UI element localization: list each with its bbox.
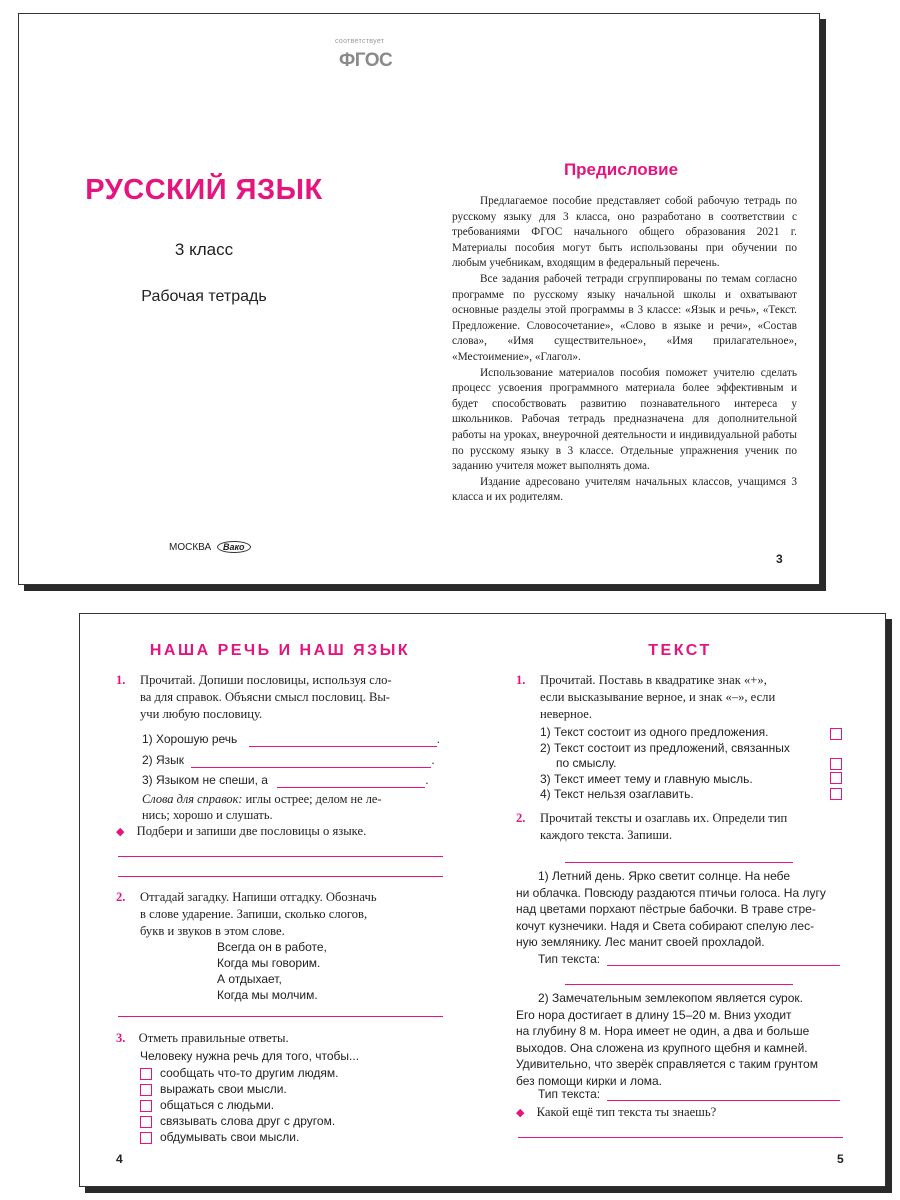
text-line: кочут кузнечики. Надя и Света собирают спелую лес- <box>516 918 815 933</box>
checkbox[interactable] <box>140 1132 152 1144</box>
type-label: Тип текста: <box>538 1087 601 1101</box>
checkbox[interactable] <box>140 1100 152 1112</box>
answer-line[interactable] <box>607 1088 840 1101</box>
proverb-start: 2) Язык <box>142 753 185 767</box>
answer-line[interactable] <box>118 1016 443 1017</box>
instruction-line: каждого текста. Запиши. <box>540 828 673 842</box>
poem-line: Когда мы молчим. <box>217 988 318 1002</box>
proverb-1: 1) Хорошую речь . <box>142 732 440 746</box>
book-grade: 3 класс <box>174 240 234 259</box>
answer-line[interactable] <box>191 755 431 768</box>
instruction-line: неверное. <box>540 707 593 721</box>
option-row <box>140 1114 335 1128</box>
task-number: 1. <box>116 673 126 687</box>
task-number: 1. <box>516 673 526 687</box>
publisher <box>169 541 251 553</box>
extra-task-left <box>116 824 456 839</box>
checkbox[interactable] <box>830 728 842 740</box>
extra-task-text: Подбери и запиши две пословицы о языке. <box>136 824 367 838</box>
text-line: 1) Летний день. Ярко светит солнце. На небе <box>538 869 791 883</box>
page-number: 4 <box>116 1152 123 1166</box>
option-row <box>140 1130 299 1144</box>
instruction-line: Прочитай тексты и озаглавь их. Определи тип <box>540 811 788 825</box>
task-number: 3. <box>116 1031 126 1045</box>
statement: 4) Текст нельзя озаглавить. <box>540 787 694 801</box>
hint-text: нись; хорошо и слушать. <box>142 808 273 822</box>
statements-list <box>540 725 820 803</box>
text-line: Его нора достигает в длину 15–20 м. Вниз уходит <box>516 1007 792 1022</box>
task-2-left <box>116 889 456 945</box>
option-label: обдумывать свои мысли. <box>160 1130 300 1144</box>
book-title: РУССКИЙ ЯЗЫК <box>85 174 323 206</box>
statement: 3) Текст имеет тему и главную мысль. <box>540 771 753 786</box>
checkbox[interactable] <box>140 1068 152 1080</box>
title-line[interactable] <box>565 984 793 985</box>
hint-text: иглы острее; делом не ле- <box>242 792 382 806</box>
checkbox[interactable] <box>830 788 842 800</box>
preface-body <box>452 194 797 506</box>
answer-line[interactable] <box>277 775 425 788</box>
task-instruction <box>540 810 787 844</box>
instruction-line: учи любую пословицу. <box>140 707 263 721</box>
checkbox[interactable] <box>830 758 842 770</box>
extra-task-right <box>516 1105 856 1120</box>
answer-line[interactable] <box>118 856 443 857</box>
statement: по смыслу. <box>556 756 617 770</box>
task-instruction <box>140 889 377 940</box>
option-row <box>140 1066 338 1080</box>
instruction-line: букв и звуков в этом слове. <box>140 924 285 938</box>
text-line: на глубину 8 м. Нора имеет не один, а два и больше <box>516 1024 810 1038</box>
text-2 <box>516 990 846 1089</box>
checkbox[interactable] <box>140 1116 152 1128</box>
task-1-left <box>116 672 456 732</box>
text-type-row <box>538 952 848 966</box>
instruction-line: Отгадай загадку. Напиши отгадку. Обозначь <box>140 890 377 904</box>
preface-title: Предисловие <box>563 160 679 179</box>
instruction-line: ва для справок. Объясни смысл пословиц. Вы- <box>140 690 390 704</box>
proverb-2: 2) Язык . <box>142 753 435 767</box>
preface-paragraph: Предлагаемое пособие представляет собой рабочую тетрадь по русскому языку для 3 класса, оно разработано в соответствии с требованиями ФГОС начального общего образования 2021 г. Материалы пособия могут быть использованы при обучении по любым учебникам, входящим в федеральный перечень. <box>452 195 797 270</box>
task-instruction <box>140 672 392 723</box>
diamond-icon: ◆ <box>516 1107 525 1119</box>
publisher-city: МОСКВА <box>169 542 212 553</box>
checkbox[interactable] <box>830 772 842 784</box>
text-line: выходов. Она сложена из крупного щебня и камней. <box>516 1040 808 1055</box>
section-title-right: ТЕКСТ <box>648 642 712 659</box>
option-label: связывать слова друг с другом. <box>160 1114 336 1128</box>
title-line[interactable] <box>565 862 793 863</box>
section-title-left: НАША РЕЧЬ И НАШ ЯЗЫК <box>149 642 411 659</box>
top-spread <box>18 13 820 585</box>
page-number: 5 <box>837 1152 844 1166</box>
answer-line[interactable] <box>518 1137 843 1138</box>
task-instruction: Отметь правильные ответы. <box>138 1031 289 1045</box>
preface-paragraph: Издание адресовано учителям начальных классов, учащимся 3 класса и их родителям. <box>452 475 797 504</box>
task-number: 2. <box>516 811 526 825</box>
text-line: Удивительно, что зверёк справляется с таким грунтом <box>516 1057 818 1071</box>
type-label: Тип текста: <box>538 952 601 966</box>
text-line: ни облачка. Повсюду раздаются птичьи голоса. На лугу <box>516 885 826 900</box>
preface-paragraph: Использование материалов пособия поможет учителю сделать процесс усвоения программного материала более эффективным и будет способствовать развитию познавательного интереса у школьников. Рабочая тетрадь предназначена для дополнительной работы на уроках, внеурочной деятельности и индивидуальной работы по русскому языку в 3 классе. Отдельные упражнения ученик по заданию учителя может выполнять дома. <box>452 366 797 473</box>
extra-task-text: Какой ещё тип текста ты знаешь? <box>536 1105 717 1119</box>
statement: 1) Текст состоит из одного предложения. <box>540 725 769 739</box>
text-line: 2) Замечательным землекопом является сурок. <box>538 991 803 1005</box>
fgos-logo <box>335 36 395 82</box>
statement: 2) Текст состоит из предложений, связанных <box>540 740 790 755</box>
task-3-left <box>116 1030 456 1047</box>
checkbox[interactable] <box>140 1084 152 1096</box>
task-2-right <box>516 810 856 846</box>
option-row <box>140 1098 274 1112</box>
preface-paragraph: Все задания рабочей тетради сгруппированы по темам согласно программе по русскому языку начальной школы и охватывают основные разделы этой программы в 3 классе: «Язык и речь», «Текст. Предложение. Словосочетание», «Слово в языке и речи», «Состав слова», «Имя существительное», «Имя прилагательное», «Местоимение», «Глагол». <box>452 272 797 363</box>
text-type-row <box>538 1087 848 1101</box>
instruction-line: Прочитай. Поставь в квадратике знак «+», <box>540 673 767 687</box>
answer-line[interactable] <box>249 734 437 747</box>
poem-line: Всегда он в работе, <box>217 940 327 954</box>
publisher-logo: Вако <box>217 541 251 553</box>
proverb-3: 3) Языком не спеши, а . <box>142 773 429 787</box>
option-label: сообщать что-то другим людям. <box>160 1066 339 1080</box>
text-line: ную землянику. Лес манит своей прохладой. <box>516 935 765 949</box>
page-number: 3 <box>776 552 783 566</box>
fgos-word: ФГОС <box>339 50 393 71</box>
task-instruction <box>540 672 775 723</box>
fgos-arc-text: соответствует <box>335 38 385 45</box>
task-number: 2. <box>116 890 126 904</box>
task-1-right <box>516 672 856 728</box>
answer-line[interactable] <box>607 953 840 966</box>
option-label: общаться с людьми. <box>160 1098 275 1112</box>
text-1 <box>516 868 846 951</box>
bottom-spread <box>79 613 886 1187</box>
book-subtitle: Рабочая тетрадь <box>141 288 267 305</box>
hint-label: Слова для справок: <box>142 792 243 806</box>
text-line: без помощи кирки и лома. <box>516 1073 663 1088</box>
option-row <box>140 1082 287 1096</box>
task-3-lead: Человеку нужна речь для того, чтобы... <box>140 1049 360 1063</box>
answer-line[interactable] <box>118 876 443 877</box>
proverb-start: 1) Хорошую речь <box>142 732 238 746</box>
hint-words <box>142 791 452 823</box>
text-line: над цветами порхают пёстрые бабочки. В траве стре- <box>516 902 816 916</box>
poem-line: Когда мы говорим. <box>217 956 321 970</box>
poem-line: А отдыхает, <box>217 972 282 986</box>
riddle-poem <box>217 939 417 1003</box>
option-label: выражать свои мысли. <box>160 1082 287 1096</box>
instruction-line: в слове ударение. Запиши, сколько слогов, <box>140 907 368 921</box>
diamond-icon: ◆ <box>116 826 125 838</box>
instruction-line: если высказывание верное, и знак «–», если <box>540 690 776 704</box>
instruction-line: Прочитай. Допиши пословицы, используя сло- <box>140 673 392 687</box>
proverb-start: 3) Языком не спеши, а <box>142 773 268 787</box>
